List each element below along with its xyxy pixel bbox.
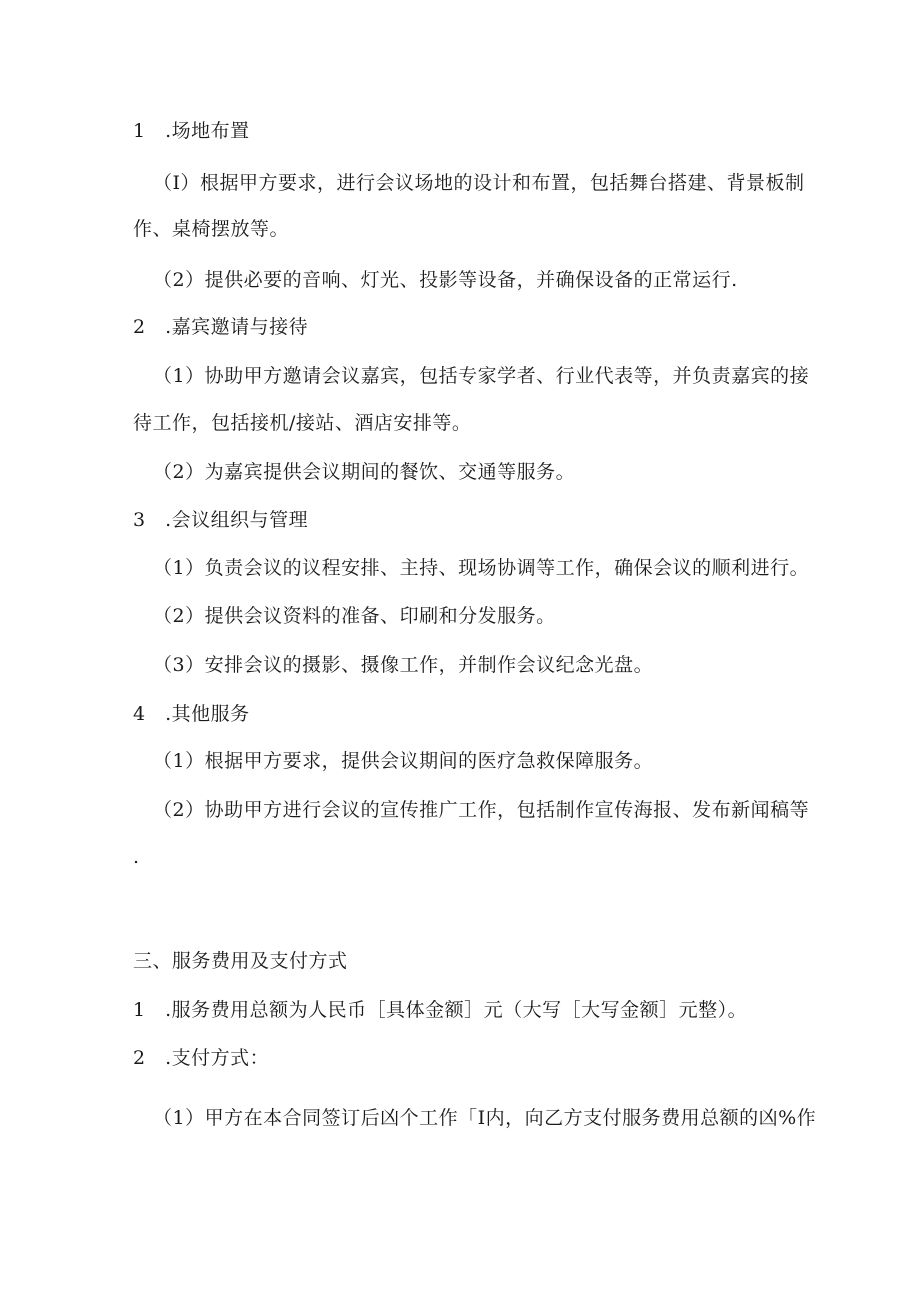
paragraph-venue-1-cont: 作、桌椅摆放等。	[133, 218, 290, 240]
paragraph-venue-1: （I）根据甲方要求，进行会议场地的设计和布置，包括舞台搭建、背景板制	[153, 172, 805, 194]
paragraph-management-1: （1）负责会议的议程安排、主持、现场协调等工作，确保会议的顺利进行。	[153, 557, 810, 579]
paragraph-guest-2: （2）为嘉宾提供会议期间的餐饮、交通等服务。	[153, 461, 576, 483]
paragraph-venue-2: （2）提供必要的音响、灯光、投影等设备，并确保设备的正常运行.	[153, 269, 738, 291]
paragraph-guest-1-cont: 待工作，包括接机/接站、酒店安排等。	[133, 412, 472, 434]
heading-venue-setup: 1 .场地布置	[133, 120, 250, 142]
paragraph-guest-1: （1）协助甲方邀请会议嘉宾，包括专家学者、行业代表等，并负责嘉宾的接	[153, 365, 810, 387]
paragraph-management-3: （3）安排会议的摄影、摄像工作，并制作会议纪念光盘。	[153, 654, 654, 676]
paragraph-other-1: （1）根据甲方要求，提供会议期间的医疗急救保障服务。	[153, 750, 654, 772]
heading-payment-method: 2 .支付方式：	[133, 1047, 270, 1069]
heading-meeting-management: 3 .会议组织与管理	[133, 509, 309, 531]
heading-other-services: 4 .其他服务	[133, 703, 250, 725]
section-heading-fees: 三、服务费用及支付方式	[133, 950, 348, 972]
paragraph-other-2-cont: .	[133, 846, 140, 868]
paragraph-fee-total: 1 .服务费用总额为人民币［具体金额］元（大写［大写金额］元整）。	[133, 999, 748, 1021]
paragraph-other-2: （2）协助甲方进行会议的宣传推广工作，包括制作宣传海报、发布新闻稿等	[153, 799, 810, 821]
paragraph-management-2: （2）提供会议资料的准备、印刷和分发服务。	[153, 605, 556, 627]
paragraph-payment-1: （1）甲方在本合同签订后凶个工作「I内，向乙方支付服务费用总额的凶%作	[153, 1107, 817, 1129]
heading-guest-invitation: 2 .嘉宾邀请与接待	[133, 316, 309, 338]
